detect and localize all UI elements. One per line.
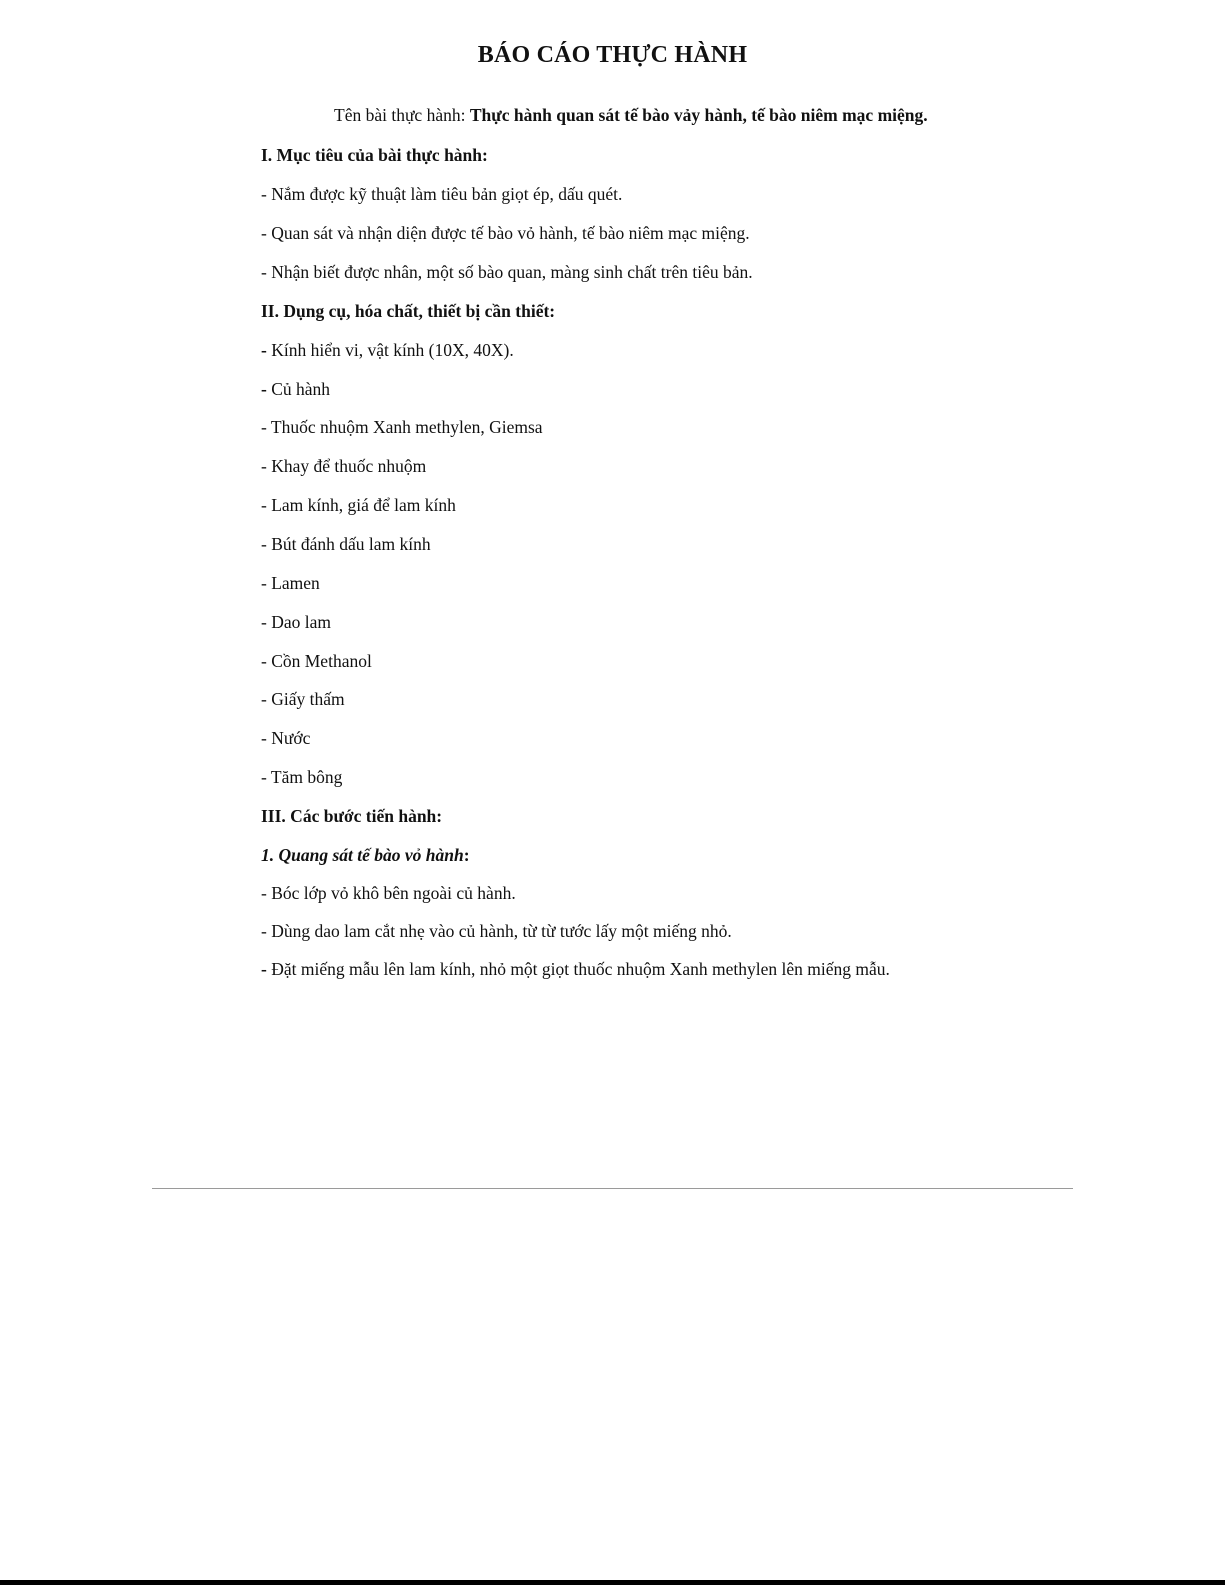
equipment-item: - Giấy thấm xyxy=(261,689,345,709)
equipment-item: - Nước xyxy=(261,728,311,748)
equipment-item: - Cồn Methanol xyxy=(261,651,372,671)
objective-item: - Nắm được kỹ thuật làm tiêu bản giọt ép, dấu quét. xyxy=(261,184,623,204)
practice-name: Thực hành quan sát tế bào vảy hành, tế bào niêm mạc miệng. xyxy=(469,105,928,125)
step-item xyxy=(261,958,890,980)
equipment-item: - Thuốc nhuộm Xanh methylen, Giemsa xyxy=(261,417,543,437)
equipment-item: - Lam kính, giá để lam kính xyxy=(261,495,456,515)
equipment-item-text: Kính hiển vi, vật kính (10X, 40X). xyxy=(266,340,514,360)
equipment-item: - Dao lam xyxy=(261,612,331,632)
item-dash: - xyxy=(261,340,267,360)
section-equipment-heading: II. Dụng cụ, hóa chất, thiết bị cần thiết: xyxy=(261,301,556,321)
equipment-item: - Tăm bông xyxy=(261,767,343,787)
section-objectives-heading: I. Mục tiêu của bài thực hành: xyxy=(261,145,488,165)
step-item: - Bóc lớp vỏ khô bên ngoài củ hành. xyxy=(261,883,516,903)
equipment-item-text: Củ hành xyxy=(266,379,331,399)
practice-name-label: Tên bài thực hành: xyxy=(334,105,470,125)
equipment-item xyxy=(261,339,514,361)
equipment-item: - Khay để thuốc nhuộm xyxy=(261,456,427,476)
equipment-item: - Lamen xyxy=(261,573,320,593)
page-break-divider xyxy=(152,1188,1073,1189)
step-subheading xyxy=(261,844,470,866)
bottom-edge-bar xyxy=(0,1580,1225,1585)
item-dash: - xyxy=(261,959,267,979)
equipment-item xyxy=(261,378,330,400)
item-dash: - xyxy=(261,379,267,399)
step-item-text: Đặt miếng mẫu lên lam kính, nhỏ một giọt thuốc nhuộm Xanh methylen lên miếng mẫu. xyxy=(266,959,890,979)
objective-item: - Quan sát và nhận diện được tế bào vỏ hành, tế bào niêm mạc miệng. xyxy=(261,223,750,243)
practice-name-line xyxy=(334,105,928,126)
step-subheading-colon: : xyxy=(463,845,470,865)
equipment-item: - Bút đánh dấu lam kính xyxy=(261,534,431,554)
objective-item: - Nhận biết được nhân, một số bào quan, màng sinh chất trên tiêu bản. xyxy=(261,262,753,282)
step-item: - Dùng dao lam cắt nhẹ vào củ hành, từ từ tước lấy một miếng nhỏ. xyxy=(261,921,732,941)
section-steps-heading: III. Các bước tiến hành: xyxy=(261,806,443,826)
step-subheading-text: 1. Quang sát tế bào vỏ hành xyxy=(261,845,464,865)
report-title: BÁO CÁO THỰC HÀNH xyxy=(477,42,748,68)
